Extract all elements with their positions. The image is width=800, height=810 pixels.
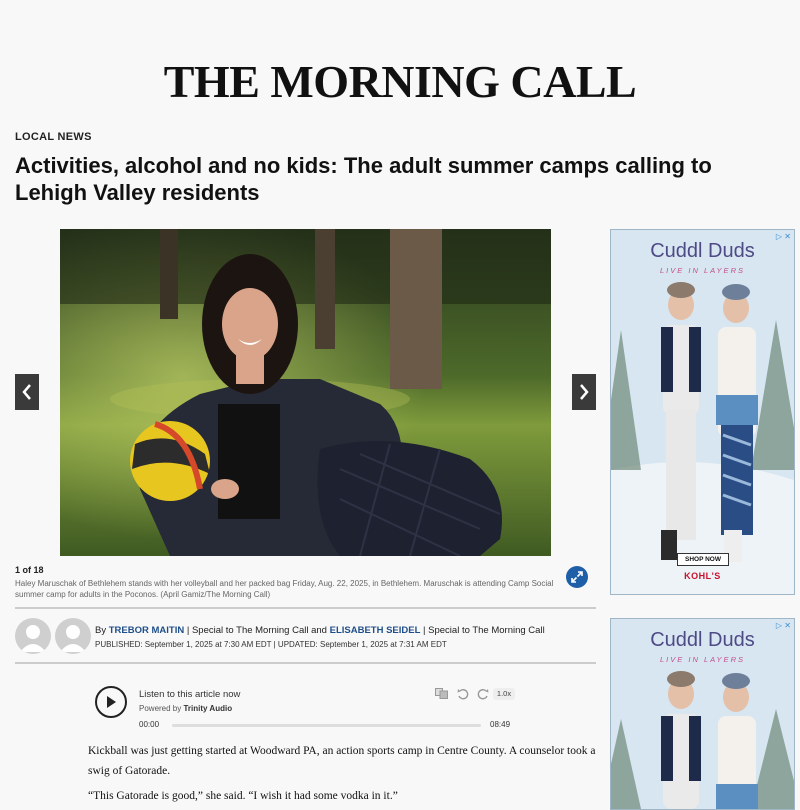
author-affiliation: | Special to The Morning Call (423, 625, 545, 636)
expand-gallery-button[interactable] (566, 566, 588, 588)
ad-choices-icon[interactable]: ▷ ✕ (775, 621, 791, 630)
forward-icon[interactable] (477, 688, 489, 703)
author-avatar[interactable] (55, 618, 91, 654)
rewind-icon[interactable] (457, 688, 469, 703)
gallery-next-button[interactable] (572, 374, 596, 410)
translate-icon[interactable] (435, 688, 448, 702)
audio-powered-by (139, 704, 232, 713)
retailer-logo: KOHL'S (684, 571, 721, 581)
play-icon (105, 695, 117, 709)
audio-player (95, 686, 525, 732)
byline (95, 625, 545, 636)
expand-icon (571, 571, 583, 583)
divider (15, 662, 596, 664)
author-link[interactable]: ELISABETH SEIDEL (329, 625, 421, 636)
divider (15, 607, 596, 609)
ad-brand: Cuddl Duds (650, 240, 755, 262)
gallery-prev-button[interactable] (15, 374, 39, 410)
article-paragraph: “This Gatorade is good,” she said. “I wish it had some vodka in it.” (88, 790, 398, 802)
author-affiliation: | Special to The Morning Call and (186, 625, 327, 636)
audio-title: Listen to this article now (139, 689, 241, 700)
gallery-photo[interactable] (60, 229, 551, 556)
publish-date: PUBLISHED: September 1, 2025 at 7:30 AM EDT | UPDATED: September 1, 2025 at 7:31 AM EDT (95, 640, 447, 649)
sidebar-ad[interactable] (610, 618, 795, 810)
gallery-count: 1 of 18 (15, 565, 44, 575)
progress-bar[interactable] (172, 724, 481, 727)
ad-tagline: LIVE IN LAYERS (660, 266, 745, 275)
ad-brand: Cuddl Duds (650, 629, 755, 651)
ad-choices-icon[interactable]: ▷ ✕ (775, 232, 791, 241)
author-avatar[interactable] (15, 618, 51, 654)
section-label[interactable]: LOCAL NEWS (15, 131, 92, 143)
byline-prefix: By (95, 625, 107, 636)
masthead-logo[interactable]: THE MORNING CALL (163, 56, 637, 107)
ad-tagline: LIVE IN LAYERS (660, 655, 745, 664)
author-link[interactable]: TREBOR MAITIN (108, 625, 185, 636)
audio-provider[interactable]: Trinity Audio (183, 704, 233, 713)
article-headline: Activities, alcohol and no kids: The adult summer camps calling to Lehigh Valley residents (15, 153, 712, 205)
current-time: 00:00 (139, 720, 160, 729)
playback-speed[interactable]: 1.0x (493, 688, 515, 700)
powered-by-label: Powered by (139, 704, 182, 713)
play-button[interactable] (95, 686, 127, 718)
article-paragraph: Kickball was just getting started at Woodward PA, an action sports camp in Centre County. A counselor took a swig of Gatorade. (88, 745, 596, 777)
photo-caption: Haley Maruschak of Bethlehem stands with her volleyball and her packed bag Friday, Aug. 22, 2025, in Bethlehem. Maruschak is attending Camp Social summer camp for adults in the Poconos. (April Gamiz/The Morning Call) (15, 579, 554, 599)
chevron-right-icon (578, 383, 590, 401)
chevron-left-icon (21, 383, 33, 401)
sidebar-ad[interactable] (610, 229, 795, 595)
duration: 08:49 (490, 720, 511, 729)
shop-now-button[interactable]: SHOP NOW (677, 553, 729, 566)
